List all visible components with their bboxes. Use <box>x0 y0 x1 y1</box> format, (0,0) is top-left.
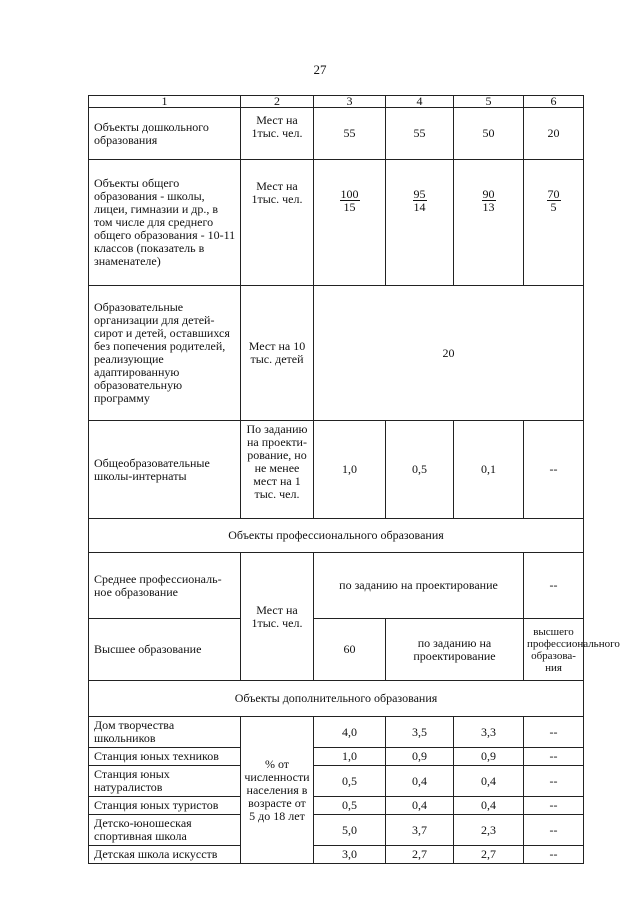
table-row <box>89 717 584 748</box>
value-cell: 60 <box>314 619 386 681</box>
value-cell: 2,7 <box>454 846 524 864</box>
norms-table <box>88 94 620 864</box>
fraction: $\frac{70}{5}$ <box>547 187 560 214</box>
value-cell: 5,0 <box>314 815 386 846</box>
value-cell: 0,9 <box>386 748 454 766</box>
value-cell: 2,3 <box>454 815 524 846</box>
value-cell: 0,5 <box>314 766 386 797</box>
table-row-boarding <box>89 421 584 519</box>
value-cell: 3,3 <box>454 717 524 748</box>
row-name: Детская школа искусств <box>89 846 241 864</box>
value-cell: 2,7 <box>386 846 454 864</box>
value-cell: -- <box>524 421 584 519</box>
value-cell: 55 <box>314 108 386 160</box>
row-name: Станция юных техников <box>89 748 241 766</box>
row-unit: Мест на 1тыс. чел. <box>241 160 314 286</box>
value-cell: 0,9 <box>454 748 524 766</box>
table-row-orphans <box>89 286 584 421</box>
fraction-cell <box>314 160 386 286</box>
value-cell: 0,5 <box>314 797 386 815</box>
value-cell: 0,4 <box>386 797 454 815</box>
value-cell: 0,4 <box>386 766 454 797</box>
section-title: Объекты профессионального образования <box>89 519 584 553</box>
header-cell: 5 <box>454 96 524 108</box>
value-cell: по заданию на проектирование <box>314 553 524 619</box>
row-name: Среднее профессиональ-ное образование <box>89 553 241 619</box>
value-cell: -- <box>524 815 584 846</box>
value-cell: 0,1 <box>454 421 524 519</box>
table-row <box>89 766 584 797</box>
table-row-preschool <box>89 108 584 160</box>
header-row <box>89 96 584 108</box>
header-cell: 3 <box>314 96 386 108</box>
table-row-general <box>89 160 584 286</box>
row-name: Общеобразовательные школы-интернаты <box>89 421 241 519</box>
row-unit: Мест на 1тыс. чел. <box>241 108 314 160</box>
row-name: Станция юных туристов <box>89 797 241 815</box>
row-unit: По заданию на проекти-рование, но не менее мест на 1 тыс. чел. <box>241 421 314 519</box>
fraction: $\frac{95}{14}$ <box>413 187 426 214</box>
value-cell: 4,0 <box>314 717 386 748</box>
value-cell: 50 <box>454 108 524 160</box>
fraction: $\frac{100}{15}$ <box>340 187 359 214</box>
row-unit: % от численности населения в возрасте от 5 до 18 лет <box>241 717 314 864</box>
row-name: Дом творчества школьников <box>89 717 241 748</box>
table-row-secondary-professional <box>89 553 584 619</box>
fraction-cell <box>386 160 454 286</box>
value-cell: 3,5 <box>386 717 454 748</box>
row-name: Высшее образование <box>89 619 241 681</box>
value-cell: 20 <box>524 108 584 160</box>
header-cell: 2 <box>241 96 314 108</box>
fraction: $\frac{90}{13}$ <box>482 187 495 214</box>
value-cell: 55 <box>386 108 454 160</box>
value-cell: 0,5 <box>386 421 454 519</box>
table-row <box>89 748 584 766</box>
fraction-cell <box>454 160 524 286</box>
row-unit: Мест на 10 тыс. детей <box>241 286 314 421</box>
value-cell: высшего профессионального образова-ния <box>524 619 584 681</box>
value-cell: -- <box>524 846 584 864</box>
section-row-additional <box>89 681 584 717</box>
table-row-higher <box>89 619 584 681</box>
value-cell: -- <box>524 717 584 748</box>
value-cell: 3,0 <box>314 846 386 864</box>
value-cell: -- <box>524 797 584 815</box>
value-cell: 1,0 <box>314 748 386 766</box>
value-cell: по заданию на проектирование <box>386 619 524 681</box>
value-cell: -- <box>524 553 584 619</box>
table-row <box>89 846 584 864</box>
row-name: Образовательные организации для детей-сирот и детей, оставшихся без попечения родителей, реализующие адаптированную образовательную программу <box>89 286 241 421</box>
row-name: Станция юных натуралистов <box>89 766 241 797</box>
header-cell: 6 <box>524 96 584 108</box>
row-name: Объекты дошкольного образования <box>89 108 241 160</box>
header-cell: 1 <box>89 96 241 108</box>
value-cell: 20 <box>314 286 584 421</box>
norms-table-container <box>88 94 620 864</box>
value-cell: 0,4 <box>454 797 524 815</box>
table-row <box>89 815 584 846</box>
section-title: Объекты дополнительного образования <box>89 681 584 717</box>
value-cell: 0,4 <box>454 766 524 797</box>
value-cell: 1,0 <box>314 421 386 519</box>
row-unit: Мест на 1тыс. чел. <box>241 553 314 681</box>
fraction-cell <box>524 160 584 286</box>
row-name: Объекты общего образования - школы, лицеи, гимназии и др., в том числе для среднего общего образования - 10-11 классов (показатель в знаменателе) <box>89 160 241 286</box>
value-cell: -- <box>524 748 584 766</box>
page-number: 27 <box>313 62 327 77</box>
value-cell: 3,7 <box>386 815 454 846</box>
section-row-professional <box>89 519 584 553</box>
table-row <box>89 797 584 815</box>
value-cell: -- <box>524 766 584 797</box>
header-cell: 4 <box>386 96 454 108</box>
row-name: Детско-юношеская спортивная школа <box>89 815 241 846</box>
